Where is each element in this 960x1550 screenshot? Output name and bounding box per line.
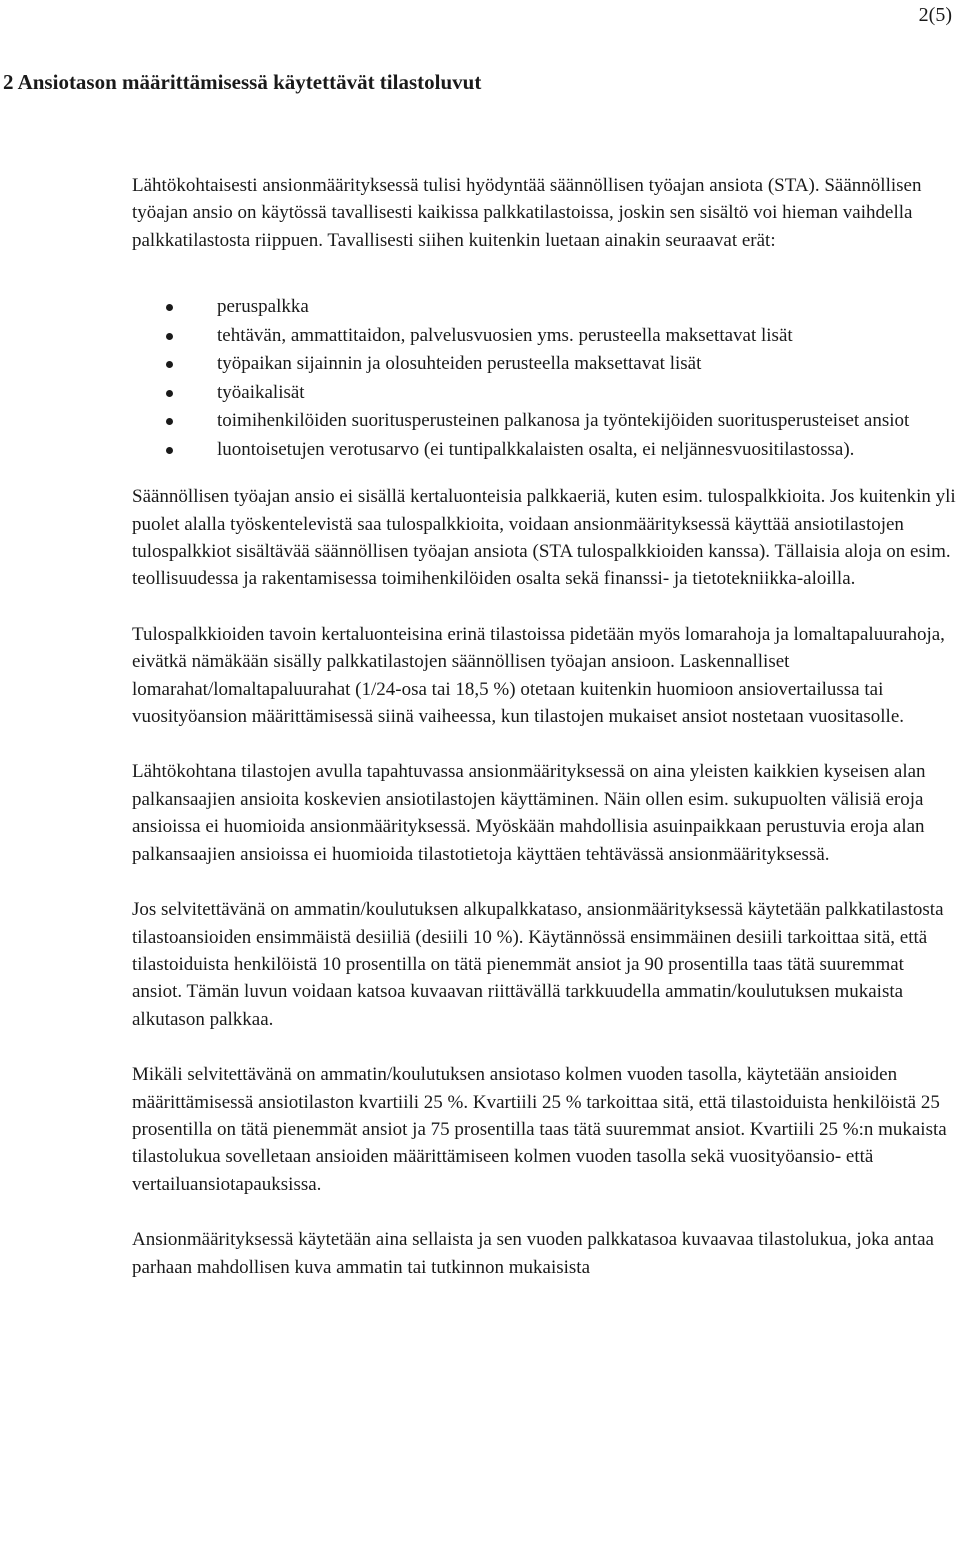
bullet-icon (166, 390, 173, 397)
paragraph-result-bonuses: Säännöllisen työajan ansio ei sisällä kertaluonteisia palkkaeriä, kuten esim. tulospalkkioita. Jos kuitenkin yli puolet alalla työskentelevistä saa tulospalkkioita, voidaan ansionmäärityksessä käyttää ansiotilastojen tulospalkkiot sisältävää säännöllisen työajan ansiota (STA tulospalkkioiden kanssa). Tällaisia aloja on esim. teollisuudessa ja rakentamisessa toimihenkilöiden osalta sekä finanssi- ja tietotekniikka-aloilla. (132, 486, 956, 590)
section-heading: 2 Ansiotason määrittämisessä käytettävät tilastoluvut (3, 70, 482, 94)
paragraph-holiday-pay: Tulospalkkioiden tavoin kertaluonteisina erinä tilastoissa pidetään myös lomarahoja ja lomaltapaluurahoja, eivätkä nämäkään sisälly palkkatilastojen säännöllisen työajan ansioon. Laskennalliset lomarahat/lomaltapaluurahat (1/24-osa tai 18,5 %) otetaan kuitenkin huomioon ansiovertailussa tai vuosityöansion määrittämisessä siinä vaiheessa, kun tilastojen mukaiset ansiot nostetaan vuositasolle. (132, 623, 945, 728)
bullet-icon (166, 418, 173, 425)
list-item-text: luontoisetujen verotusarvo (ei tuntipalkkalaisten osalta, ei neljännesvuositilastossa). (217, 438, 855, 460)
bullet-icon (166, 304, 173, 311)
paragraph-first-decile: Jos selvitettävänä on ammatin/koulutuksen alkupalkkataso, ansionmäärityksessä käytetään palkkatilastosta tilastoansioiden ensimmäistä desiiliä (desiili 10 %). Käytännössä ensimmäinen desiili tarkoittaa sitä, että tilastoiduista henkilöistä 10 prosentilla on tätä pienemmät ansiot ja 90 prosentilla taas tätä suuremmat ansiot. Tämän luvun voidaan katsoa kuvaavan riittävällä tarkkuudella ammatin/koulutuksen mukaista alkutason palkkaa. (132, 899, 944, 1030)
paragraph-quartile: Mikäli selvitettävänä on ammatin/koulutuksen ansiotaso kolmen vuoden tasolla, käytetään ansioiden määrittämisessä ansiotilaston kvartiili 25 %. Kvartiili 25 % tarkoittaa sitä, että tilastoiduista henkilöistä 25 prosentilla on tätä pienemmät ansiot ja 75 prosentilla taas tätä suuremmat ansiot. Kvartiili 25 %:n mukaista tilastolukua sovelletaan ansioiden määrittämiseen kolmen vuoden tasolla sekä vuosityöansio- että vertailuansiotapauksissa. (132, 1064, 947, 1195)
list-item-text: peruspalkka (217, 296, 309, 318)
list-item-text: tehtävän, ammattitaidon, palvelusvuosien yms. perusteella maksettavat lisät (217, 324, 793, 346)
list-item-text: toimihenkilöiden suoritusperusteinen palkanosa ja työntekijöiden suoritusperusteiset ansiot (217, 410, 910, 432)
bullet-list (132, 293, 956, 464)
page-number: 2(5) (918, 4, 952, 26)
bullet-icon (166, 333, 173, 340)
list-item (132, 350, 956, 379)
list-item-text: työpaikan sijainnin ja olosuhteiden perusteella maksettavat lisät (217, 353, 702, 375)
bullet-icon (166, 447, 173, 454)
list-item (132, 407, 956, 436)
paragraph-general-statistics: Lähtökohtana tilastojen avulla tapahtuvassa ansionmäärityksessä on aina yleisten kaikkien kyseisen alan palkansaajien ansioita koskevien ansiotilastojen käyttäminen. Näin ollen esim. sukupuolten välisiä eroja ansioissa ei huomioida ansionmäärityksessä. Myöskään mahdollisia asuinpaikkaan perustuvia eroja alan palkansaajien ansioissa ei huomioida tilastotietoja käyttäen tehtävässä ansionmäärityksessä. (132, 761, 926, 865)
paragraph-salary-level: Ansionmäärityksessä käytetään aina sellaista ja sen vuoden palkkatasoa kuvaavaa tilastolukua, joka antaa parhaan mahdollisen kuva ammatin tai tutkinnon mukaisista (132, 1229, 934, 1278)
list-item-text: työaikalisät (217, 381, 305, 403)
document-body (132, 172, 956, 1281)
list-item (132, 293, 956, 322)
list-item (132, 322, 956, 351)
bullet-icon (166, 361, 173, 368)
paragraph-intro: Lähtökohtaisesti ansionmäärityksessä tulisi hyödyntää säännöllisen työajan ansiota (STA). Säännöllisen työajan ansio on käytössä tavallisesti kaikissa palkkatilastoissa, joskin sen sisältö voi hieman vaihdella palkkatilastosta riippuen. Tavallisesti siihen kuitenkin luetaan ainakin seuraavat erät: (132, 175, 922, 251)
list-item (132, 379, 956, 408)
list-item (132, 436, 956, 465)
